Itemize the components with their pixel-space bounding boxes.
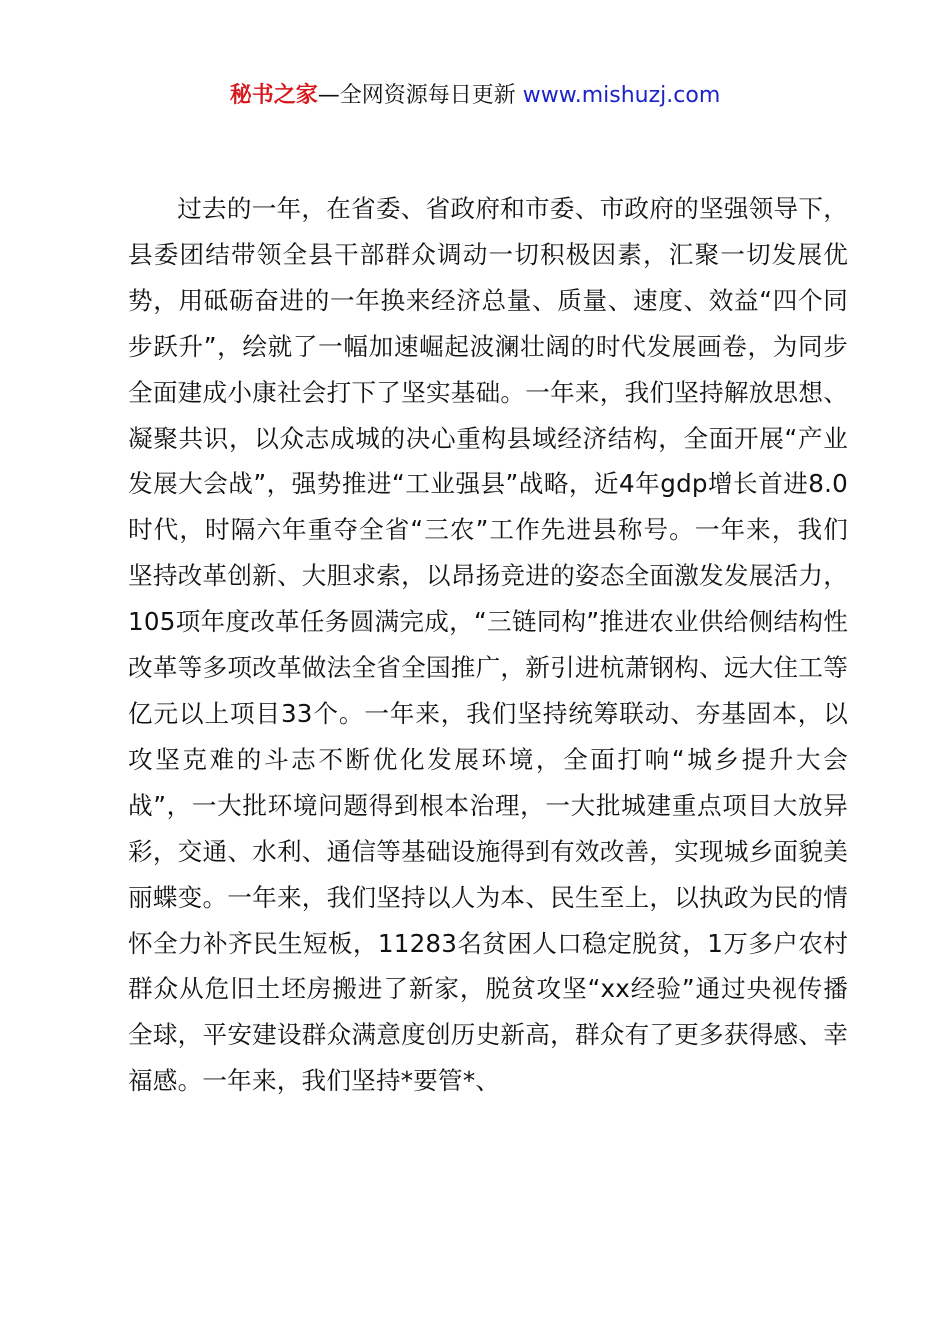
page-header <box>0 80 950 112</box>
website-link[interactable]: www.mishuzj.com <box>522 83 721 108</box>
header-tagline: —全网资源每日更新 <box>317 83 516 108</box>
brand-name: 秘书之家 <box>229 83 318 108</box>
body-paragraph: 过去的一年，在省委、省政府和市委、市政府的坚强领导下，县委团结带领全县干部群众调动一切积极因素，汇聚一切发展优势，用砥砺奋进的一年换来经济总量、质量、速度、效益“四个同步跃升”，绘就了一幅加速崛起波澜壮阔的时代发展画卷，为同步全面建成小康社会打下了坚实基础。一年来，我们坚持解放思想、凝聚共识，以众志成城的决心重构县域经济结构，全面开展“产业发展大会战”，强势推进“工业强县”战略，近4年gdp增长首进8.0时代，时隔六年重夺全省“三农”工作先进县称号。一年来，我们坚持改革创新、大胆求索，以昂扬竞进的姿态全面激发发展活力，105项年度改革任务圆满完成，“三链同构”推进农业供给侧结构性改革等多项改革做法全省全国推广，新引进杭萧钢构、远大住工等亿元以上项目33个。一年来，我们坚持统筹联动、夯基固本，以攻坚克难的斗志不断优化发展环境，全面打响“城乡提升大会战”，一大批环境问题得到根本治理，一大批城建重点项目大放异彩，交通、水利、通信等基础设施得到有效改善，实现城乡面貌美丽蝶变。一年来，我们坚持以人为本、民生至上，以执政为民的情怀全力补齐民生短板，11283名贫困人口稳定脱贫，1万多户农村群众从危旧土坯房搬进了新家，脱贫攻坚“xx经验”通过央视传播全球，平安建设群众满意度创历史新高，群众有了更多获得感、幸福感。一年来，我们坚持*要管*、 <box>128 194 848 1096</box>
